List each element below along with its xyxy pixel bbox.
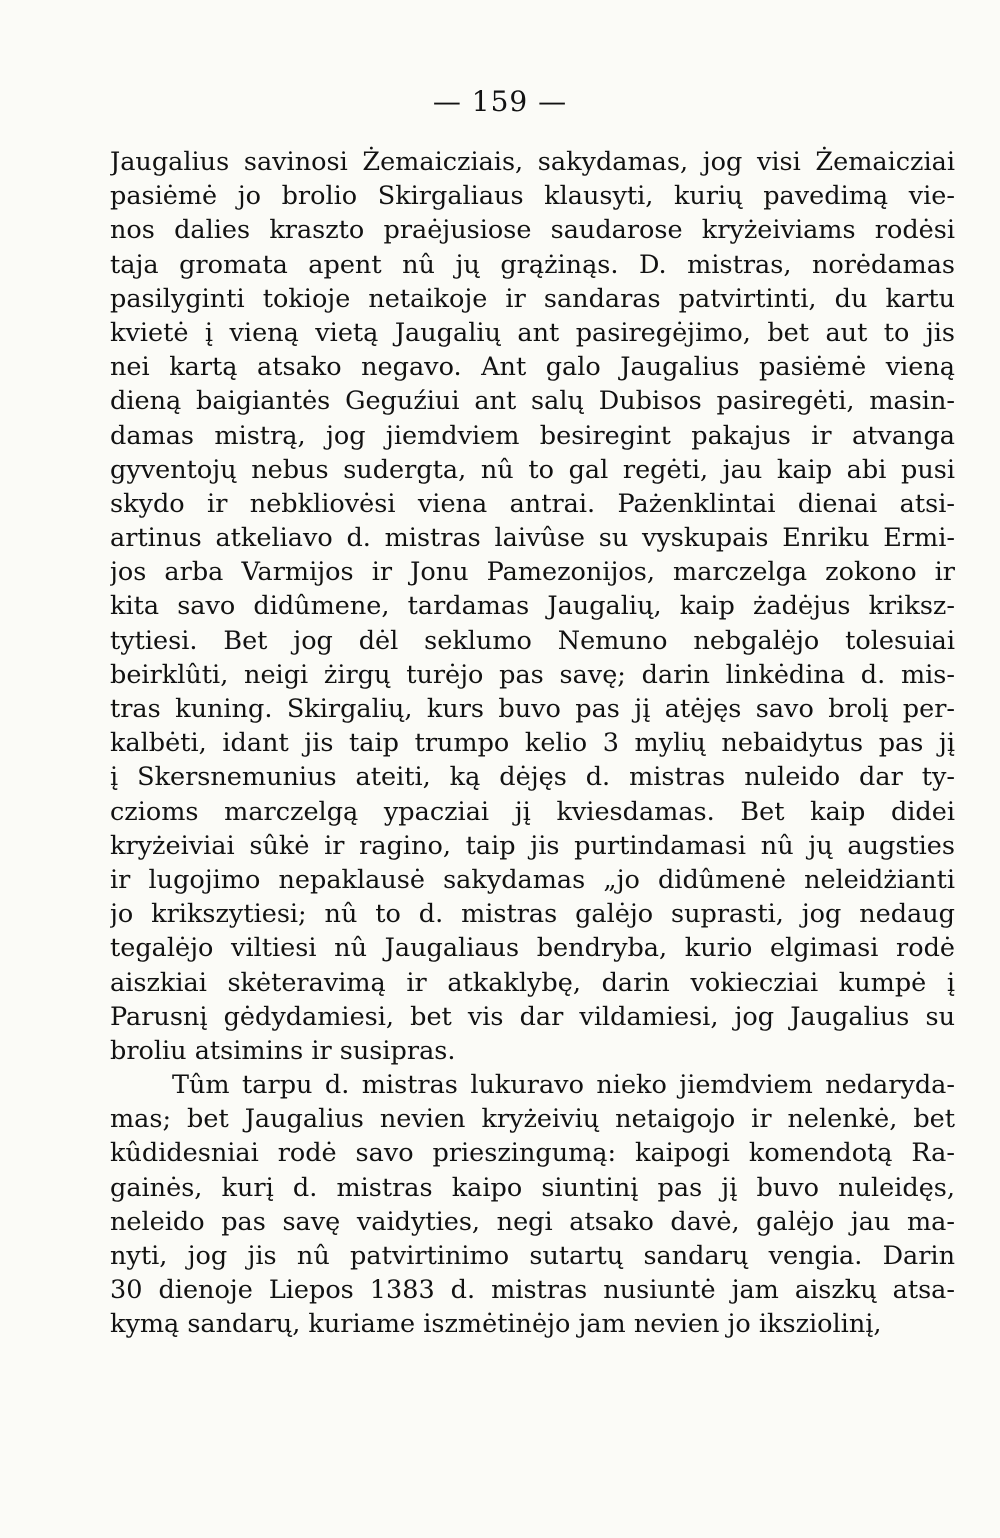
text-line: neleido pas savę vaidyties, negi atsako davė, galėjo jau ma- (110, 1206, 955, 1237)
paragraph (110, 1068, 955, 1342)
text-line: beirklûti, neigi żirgų turėjo pas savę; darin linkėdina d. mis- (110, 659, 955, 690)
text-line: artinus atkeliavo d. mistras laivûse su vyskupais Enriku Ermi- (110, 523, 955, 554)
text-line: Parusnį gėdydamiesi, bet vis dar vildamiesi, jog Jaugalius su (110, 1001, 955, 1032)
text-line: kvietė į vieną vietą Jaugalių ant pasiregėjimo, bet aut to jis (110, 317, 955, 348)
text-line: tegalėjo viltiesi nû Jaugaliaus bendryba, kurio elgimasi rodė (110, 933, 955, 964)
text-line: skydo ir nebkliovėsi viena antrai. Pażenklintai dienai atsi- (110, 488, 955, 519)
text-line: kita savo didûmene, tardamas Jaugalių, kaip żadėjus kriksz- (110, 591, 955, 622)
text-line: kalbėti, idant jis taip trumpo kelio 3 mylių nebaidytus pas jį (110, 728, 955, 759)
text-line: damas mistrą, jog jiemdviem besiregint pakajus ir atvanga (110, 420, 955, 451)
text-line: pasilyginti tokioje netaikoje ir sandaras patvirtinti, du kartu (110, 283, 955, 314)
text-line: pasiėmė jo brolio Skirgaliaus klausyti, kurių pavedimą vie- (110, 181, 955, 212)
text-line: czioms marczelgą ypacziai jį kviesdamas. Bet kaip didei (110, 796, 955, 827)
text-line: nos dalies kraszto praėjusiose saudarose kryżeiviams rodėsi (110, 215, 955, 246)
text-line: kûdidesniai rodė savo prieszingumą: kaipogi komendotą Ra- (110, 1138, 955, 1169)
text-line: dieną baigiantės Geguźiui ant salų Dubisos pasiregėti, masin- (110, 386, 955, 417)
text-line: 30 dienoje Liepos 1383 d. mistras nusiuntė jam aiszkų atsa- (110, 1275, 955, 1306)
text-line: gyventojų nebus sudergta, nû to gal regėti, jau kaip abi pusi (110, 454, 955, 485)
text-line: Jaugalius savinosi Żemaicziais, sakydamas, jog visi Żemaicziai (110, 147, 955, 177)
text-line: gainės, kurį d. mistras kaipo siuntinį pas jį buvo nuleidęs, (110, 1172, 955, 1203)
text-line: Tûm tarpu d. mistras lukuravo nieko jiemdviem nedaryda- (172, 1070, 955, 1101)
text-line: kymą sandarų, kuriame iszmėtinėjo jam nevien jo iksziolinį, (110, 1309, 882, 1340)
text-line: nei kartą atsako negavo. Ant galo Jaugalius pasiėmė vieną (110, 352, 955, 383)
text-line: tras kuning. Skirgalių, kurs buvo pas jį atėjęs savo brolį per- (110, 694, 955, 724)
text-line: į Skersnemunius ateiti, ką dėjęs d. mistras nuleido dar ty- (110, 762, 955, 793)
text-line: mas; bet Jaugalius nevien kryżeivių netaigojo ir nelenkė, bet (110, 1104, 955, 1135)
text-line: broliu atsimins ir susipras. (110, 1035, 456, 1066)
text-line: kryżeiviai sûkė ir ragino, taip jis purtindamasi nû jų augsties (110, 830, 955, 861)
text-line: nyti, jog jis nû patvirtinimo sutartų sandarų vengia. Darin (110, 1241, 955, 1271)
body-text (110, 145, 955, 1342)
text-line: taja gromata apent nû jų grążinąs. D. mistras, norėdamas (110, 249, 955, 280)
text-line: ir lugojimo nepaklausė sakydamas „jo didûmenė neleidżianti (110, 864, 955, 895)
paragraph (110, 145, 955, 1068)
text-line: tytiesi. Bet jog dėl seklumo Nemuno nebgalėjo tolesuiai (110, 625, 955, 656)
text-line: jos arba Varmijos ir Jonu Pamezonijos, marczelga zokono ir (110, 557, 955, 588)
text-line: jo krikszytiesi; nû to d. mistras galėjo suprasti, jog nedaug (110, 899, 955, 930)
page-number: — 159 — (432, 85, 568, 118)
text-line: aiszkiai skėteravimą ir atkaklybę, darin vokiecziai kumpė į (110, 967, 955, 998)
